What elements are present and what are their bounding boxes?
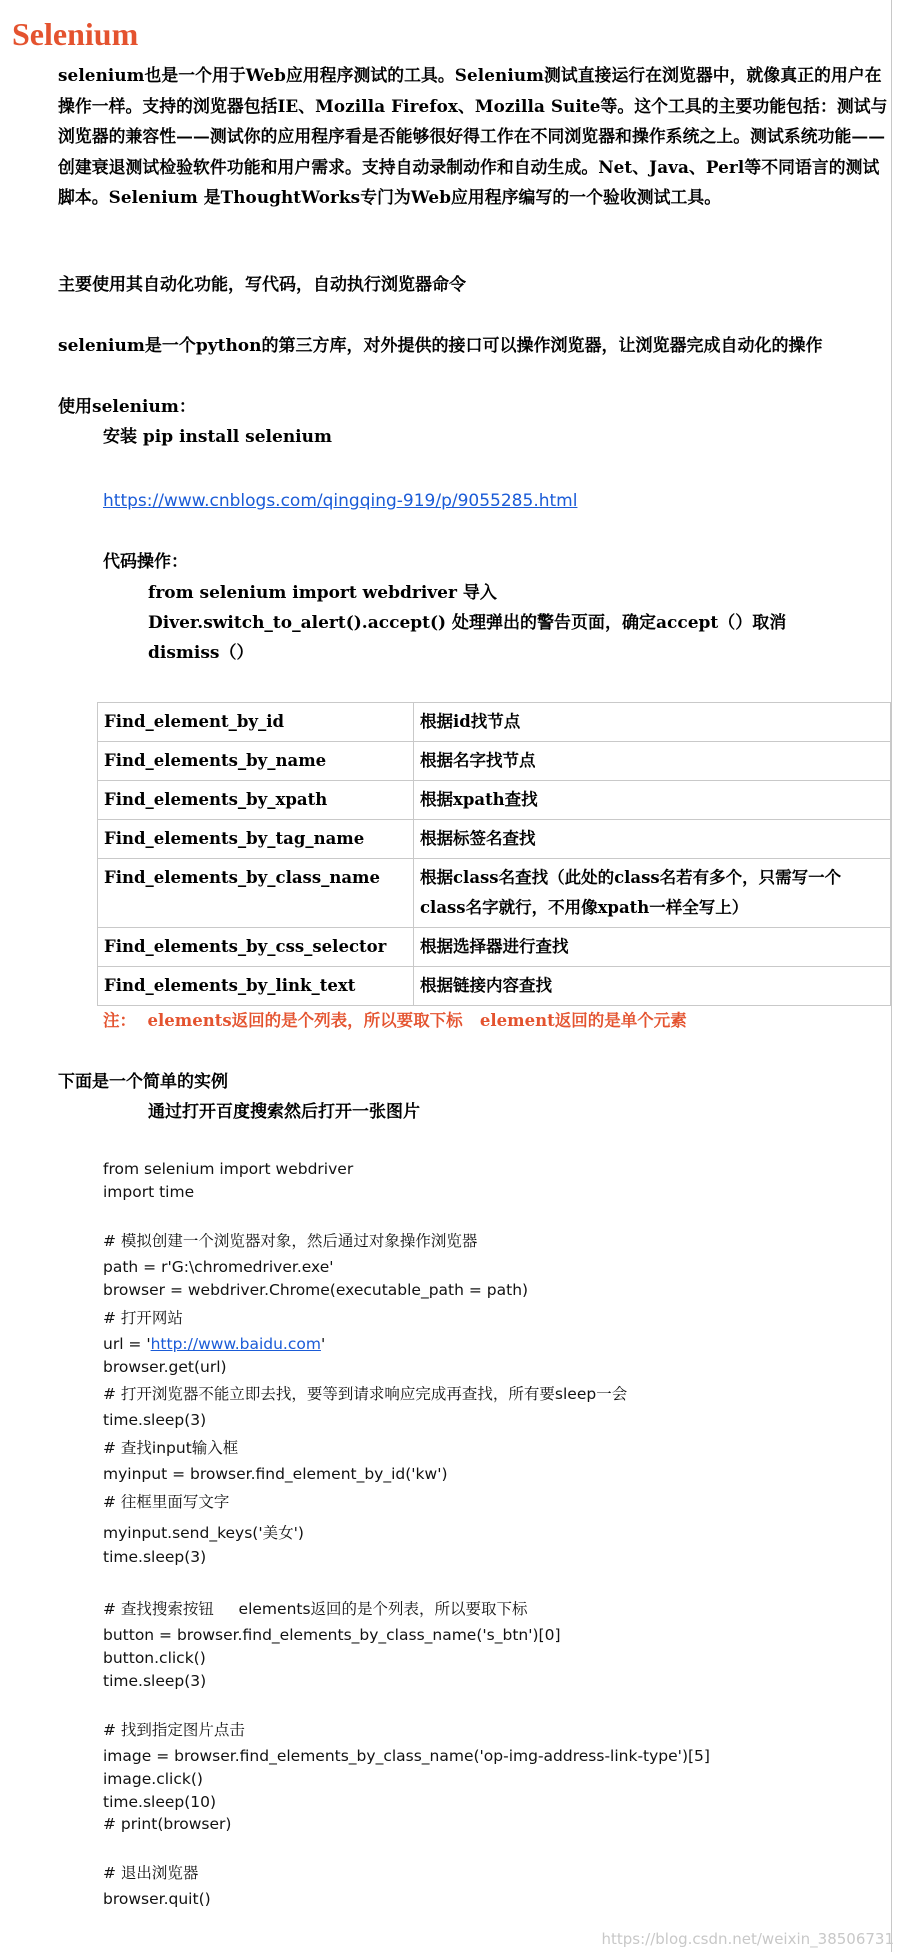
- code-comment: # 找到指定图片点击: [103, 1721, 245, 1739]
- code-line: image = browser.find_elements_by_class_name('op-img-address-link-type')[5]: [103, 1747, 710, 1765]
- code-comment: # 打开浏览器不能立即去找，要等到请求响应完成再查找，所有要sleep一会: [103, 1385, 628, 1403]
- code-line: time.sleep(3): [103, 1672, 207, 1690]
- code-line: time.sleep(3): [103, 1411, 207, 1429]
- code-line: button = browser.find_elements_by_class_name('s_btn')[0]: [103, 1626, 561, 1644]
- method-cell: Find_elements_by_css_selector: [98, 928, 414, 967]
- intro-paragraph: selenium也是一个用于Web应用程序测试的工具。Selenium测试直接运行在浏览器中，就像真正的用户在操作一样。支持的浏览器包括IE、Mozilla Firefox、Mozilla Suite等。这个工具的主要功能包括：测试与浏览器的兼容性——测试你的应用程序看是否能够很好得工作在不同浏览器和操作系统之上。测试系统功能——创建衰退测试检验软件功能和用户需求。支持自动录制动作和自动生成。Net、Java、Perl等不同语言的测试脚本。Selenium 是ThoughtWorks专门为Web应用程序编写的一个验收测试工具。: [58, 65, 888, 207]
- code-line: import time: [103, 1183, 195, 1201]
- example-heading: 下面是一个简单的实例: [58, 1072, 228, 1092]
- code-comment: # 往框里面写文字: [103, 1493, 230, 1511]
- desc-cell: 根据链接内容查找: [414, 967, 891, 1006]
- code-line: path = r'G:\chromedriver.exe': [103, 1258, 334, 1276]
- alert-line-2: dismiss（）: [148, 643, 254, 663]
- code-text: url = ': [103, 1335, 151, 1353]
- code-comment: # 查找搜索按钮 elements返回的是个列表，所以要取下标: [103, 1600, 528, 1618]
- code-line: myinput.send_keys('美女'): [103, 1524, 304, 1542]
- code-text: ': [320, 1335, 326, 1353]
- code-comment: # 查找input输入框: [103, 1439, 239, 1457]
- right-border: [891, 0, 892, 1952]
- code-line: browser = webdriver.Chrome(executable_path = path): [103, 1281, 529, 1299]
- table-row: [98, 781, 891, 820]
- example-subheading: 通过打开百度搜索然后打开一张图片: [148, 1102, 420, 1122]
- code-line: time.sleep(3): [103, 1548, 207, 1566]
- cnblogs-link[interactable]: https://www.cnblogs.com/qingqing-919/p/9055285.html: [103, 491, 578, 511]
- main-use-line: 主要使用其自动化功能，写代码，自动执行浏览器命令: [58, 275, 466, 295]
- desc-cell: 根据名字找节点: [414, 742, 891, 781]
- method-cell: Find_elements_by_tag_name: [98, 820, 414, 859]
- method-cell: Find_elements_by_xpath: [98, 781, 414, 820]
- desc-cell: 根据选择器进行查找: [414, 928, 891, 967]
- alert-line-1: Diver.switch_to_alert().accept() 处理弹出的警告页面，确定accept（）取消: [148, 613, 787, 633]
- code-comment: # 打开网站: [103, 1309, 183, 1327]
- method-cell: Find_elements_by_link_text: [98, 967, 414, 1006]
- method-cell: Find_elements_by_class_name: [98, 859, 414, 928]
- table-row: [98, 967, 891, 1006]
- table-row: [98, 820, 891, 859]
- desc-cell: 根据xpath查找: [414, 781, 891, 820]
- table-row: [98, 703, 891, 742]
- csdn-watermark: https://blog.csdn.net/weixin_38506731: [601, 1930, 894, 1948]
- code-line: [103, 1333, 325, 1356]
- code-line: time.sleep(10): [103, 1793, 217, 1811]
- code-ops-label: 代码操作：: [103, 552, 188, 572]
- code-line: from selenium import webdriver: [103, 1160, 354, 1178]
- method-cell: Find_elements_by_name: [98, 742, 414, 781]
- code-comment: # 退出浏览器: [103, 1864, 199, 1882]
- install-line: 安装 pip install selenium: [103, 427, 332, 447]
- code-line: browser.get(url): [103, 1358, 227, 1376]
- selenium-lib-line: selenium是一个python的第三方库，对外提供的接口可以操作浏览器，让浏览器完成自动化的操作: [58, 336, 823, 356]
- code-line: image.click(): [103, 1770, 203, 1788]
- code-line: browser.quit(): [103, 1890, 211, 1908]
- page-title: Selenium: [12, 16, 139, 52]
- table-row: [98, 928, 891, 967]
- locator-table: [97, 702, 891, 1006]
- table-row: [98, 742, 891, 781]
- baidu-link[interactable]: http://www.baidu.com: [150, 1335, 321, 1353]
- code-line: button.click(): [103, 1649, 206, 1667]
- elements-note: 注： elements返回的是个列表，所以要取下标 element返回的是单个元素: [103, 1011, 687, 1030]
- code-comment: # 模拟创建一个浏览器对象，然后通过对象操作浏览器: [103, 1232, 478, 1250]
- usage-heading: 使用selenium：: [58, 397, 196, 417]
- desc-cell: 根据标签名查找: [414, 820, 891, 859]
- desc-cell: 根据class名查找（此处的class名若有多个，只需写一个class名字就行，不用像xpath一样全写上）: [414, 859, 891, 928]
- table-row: [98, 859, 891, 928]
- code-comment: # print(browser): [103, 1815, 232, 1833]
- code-line: myinput = browser.find_element_by_id('kw'): [103, 1465, 448, 1483]
- desc-cell: 根据id找节点: [414, 703, 891, 742]
- method-cell: Find_element_by_id: [98, 703, 414, 742]
- import-line: from selenium import webdriver 导入: [148, 583, 497, 603]
